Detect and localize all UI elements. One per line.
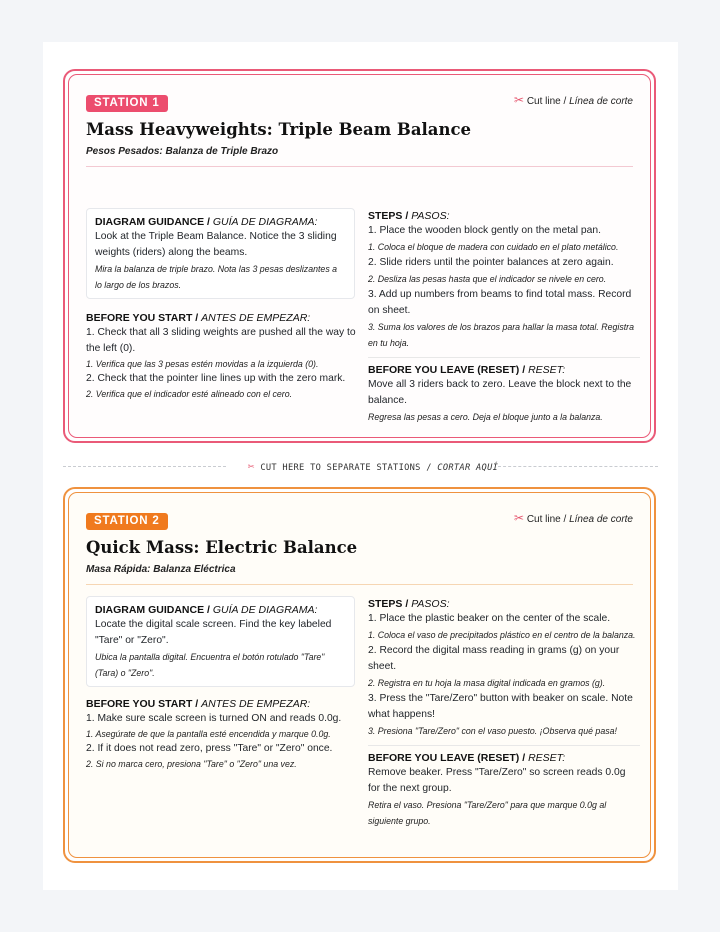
station-title: Mass Heavyweights: Triple Beam Balance	[86, 120, 472, 139]
step-3-en: 3. Press the "Tare/Zero" button with beaker on scale. Note what happens!	[368, 693, 633, 720]
reset-heading: BEFORE YOU LEAVE (RESET) / RESET:	[368, 364, 566, 376]
cut-line-label: ✂ Cut line / Línea de corte	[513, 93, 633, 107]
before-heading: BEFORE YOU START / ANTES DE EMPEZAR:	[86, 312, 311, 324]
steps-section	[368, 597, 640, 829]
dashed-line-left	[63, 466, 226, 467]
worksheet-page	[43, 42, 678, 890]
station-card-1	[63, 69, 656, 443]
steps-section	[368, 209, 640, 425]
cut-line-en: Cut line	[526, 514, 561, 525]
guidance-text-es: Mira la balanza de triple brazo. Nota las 3 pesas deslizantes a lo largo de los brazos.	[95, 264, 338, 290]
station-card-2	[63, 487, 656, 863]
guidance-heading: DIAGRAM GUIDANCE / GUÍA DE DIAGRAMA:	[95, 604, 318, 616]
step-3-es: 3. Suma los valores de los brazos para hallar la masa total. Registra en tu hoja.	[368, 322, 634, 348]
step-2-es: 2. Registra en tu hoja la masa digital indicada en gramos (g).	[368, 678, 606, 688]
station-subtitle: Pesos Pesados: Balanza de Triple Brazo	[86, 146, 279, 157]
dashed-line-right	[498, 466, 658, 467]
step-2-en: 2. Slide riders until the pointer balances at zero again.	[368, 257, 614, 268]
cut-line-es: Línea de corte	[569, 96, 633, 107]
section-divider	[368, 357, 640, 358]
step-1-en: 1. Place the plastic beaker on the center of the scale.	[368, 613, 611, 624]
step-3-es: 3. Presiona "Tare/Zero" con el vaso puesto. ¡Observa qué pasa!	[368, 726, 617, 736]
reset-text-es: Retira el vaso. Presiona "Tare/Zero" para que marque 0.0g al siguiente grupo.	[368, 800, 607, 826]
scissors-icon: ✂	[513, 93, 525, 107]
before-item-1-es: 1. Verifica que las 3 pesas estén movidas a la izquierda (0).	[86, 359, 319, 369]
station-subtitle: Masa Rápida: Balanza Eléctrica	[86, 564, 236, 575]
scissors-icon: ✂	[247, 460, 255, 473]
diagram-guidance-box	[86, 208, 355, 299]
reset-text-es: Regresa las pesas a cero. Deja el bloque junto a la balanza.	[368, 412, 603, 422]
before-you-start-section	[86, 311, 356, 401]
scissors-icon: ✂	[513, 511, 525, 525]
station-badge: STATION 2	[86, 513, 168, 530]
station-badge: STATION 1	[86, 95, 168, 112]
before-item-2-en: 2. If it does not read zero, press "Tare" or "Zero" once.	[86, 743, 333, 754]
before-item-2-en: 2. Check that the pointer line lines up with the zero mark.	[86, 373, 346, 384]
reset-text-en: Remove beaker. Press "Tare/Zero" so screen reads 0.0g for the next group.	[368, 767, 626, 794]
step-1-es: 1. Coloca el bloque de madera con cuidado en el plato metálico.	[368, 242, 619, 252]
step-2-es: 2. Desliza las pesas hasta que el indicador se nivele en cero.	[368, 274, 607, 284]
before-item-2-es: 2. Si no marca cero, presiona "Tare" o "Zero" una vez.	[86, 759, 297, 769]
cut-line-label: ✂ Cut line / Línea de corte	[513, 511, 633, 525]
before-item-2-es: 2. Verifica que el indicador esté alineado con el cero.	[86, 389, 293, 399]
step-1-en: 1. Place the wooden block gently on the metal pan.	[368, 225, 601, 236]
station-separator	[63, 460, 658, 472]
separator-label: ✂ CUT HERE TO SEPARATE STATIONS / CORTAR AQUÍ	[247, 460, 499, 473]
title-rule	[86, 166, 633, 167]
step-2-en: 2. Record the digital mass reading in grams (g) on your sheet.	[368, 645, 620, 672]
section-divider	[368, 745, 640, 746]
guidance-text-en: Locate the digital scale screen. Find the key labeled "Tare" or "Zero".	[95, 619, 332, 646]
step-3-en: 3. Add up numbers from beams to find total mass. Record on sheet.	[368, 289, 632, 316]
station-card-inner-border	[68, 492, 651, 858]
guidance-text-en: Look at the Triple Beam Balance. Notice the 3 sliding weights (riders) along the beams.	[95, 231, 337, 258]
steps-heading: STEPS / PASOS:	[368, 598, 450, 610]
steps-heading: STEPS / PASOS:	[368, 210, 450, 222]
step-1-es: 1. Coloca el vaso de precipitados plástico en el centro de la balanza.	[368, 630, 636, 640]
before-item-1-es: 1. Asegúrate de que la pantalla esté encendida y marque 0.0g.	[86, 729, 331, 739]
title-rule	[86, 584, 633, 585]
station-title: Quick Mass: Electric Balance	[86, 538, 358, 557]
reset-text-en: Move all 3 riders back to zero. Leave the block next to the balance.	[368, 379, 632, 406]
cut-line-es: Línea de corte	[569, 514, 633, 525]
reset-heading: BEFORE YOU LEAVE (RESET) / RESET:	[368, 752, 566, 764]
diagram-guidance-box	[86, 596, 355, 687]
before-item-1-en: 1. Check that all 3 sliding weights are pushed all the way to the left (0).	[86, 327, 356, 354]
before-you-start-section	[86, 697, 356, 771]
cut-line-en: Cut line	[526, 96, 561, 107]
before-item-1-en: 1. Make sure scale screen is turned ON and reads 0.0g.	[86, 713, 342, 724]
station-card-inner-border	[68, 74, 651, 438]
guidance-text-es: Ubica la pantalla digital. Encuentra el botón rotulado "Tare" (Tara) o "Zero".	[95, 652, 325, 678]
guidance-heading: DIAGRAM GUIDANCE / GUÍA DE DIAGRAMA:	[95, 216, 318, 228]
before-heading: BEFORE YOU START / ANTES DE EMPEZAR:	[86, 698, 311, 710]
